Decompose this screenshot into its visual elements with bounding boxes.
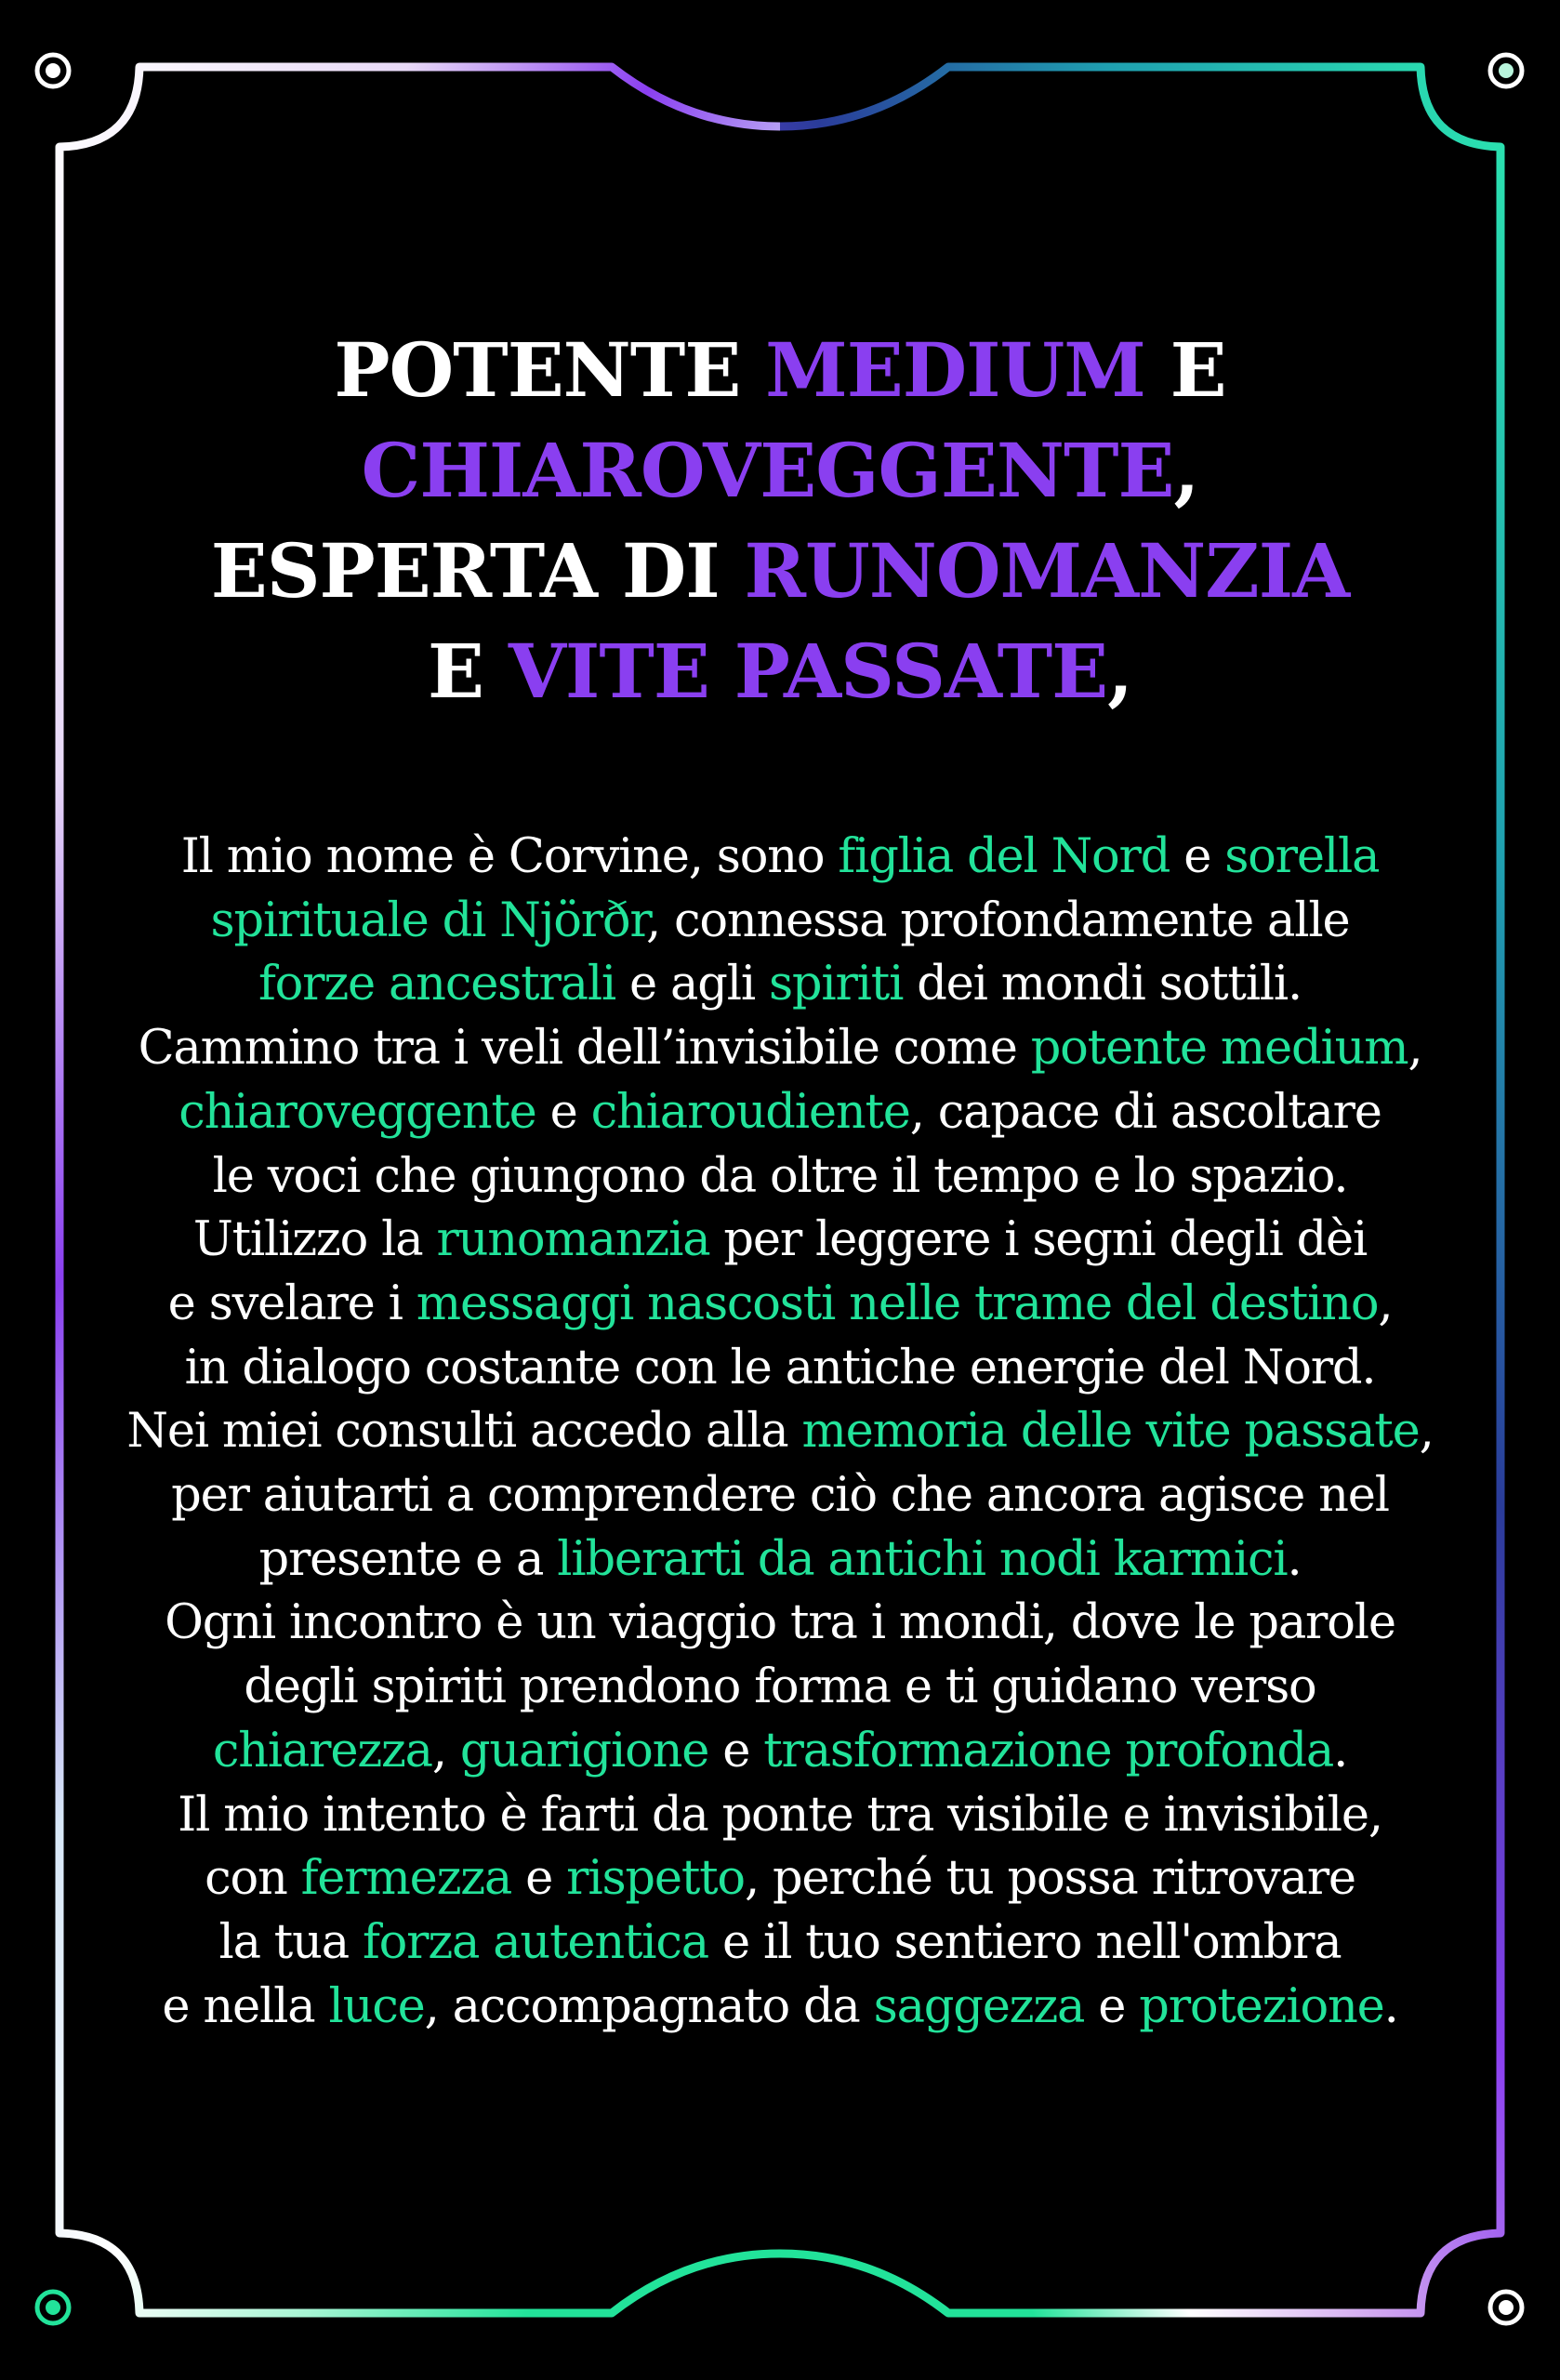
highlighted-phrase: forza autentica: [362, 1914, 708, 1970]
text-segment: e agli: [615, 957, 769, 1012]
body-line: [84, 1209, 1476, 1273]
text-segment: POTENTE: [334, 325, 766, 414]
body-line: [84, 1145, 1476, 1210]
body-line: [84, 953, 1476, 1017]
highlighted-phrase: spiriti: [768, 957, 904, 1012]
body-line: [84, 1911, 1476, 1976]
headline-line: [112, 320, 1448, 420]
highlighted-phrase: messaggi nascosti nelle trame del destino: [416, 1276, 1379, 1331]
highlighted-phrase: RUNOMANZIA: [744, 526, 1350, 615]
text-segment: e: [1084, 1978, 1140, 2034]
highlighted-phrase: chiaroveggente: [178, 1084, 536, 1140]
text-segment: presente e a: [258, 1531, 558, 1587]
highlighted-phrase: luce: [328, 1978, 425, 2034]
text-segment: , connessa profondamente alle: [646, 892, 1350, 948]
text-segment: con: [205, 1851, 301, 1907]
highlighted-phrase: protezione: [1139, 1978, 1384, 2034]
highlighted-phrase: potente medium: [1030, 1021, 1408, 1077]
text-segment: ,: [1173, 426, 1199, 514]
body-line: [84, 1847, 1476, 1911]
highlighted-phrase: chiarezza: [212, 1723, 432, 1778]
text-segment: e: [535, 1084, 591, 1140]
text-segment: in dialogo costante con le antiche energie del Nord.: [184, 1340, 1376, 1395]
headline: [112, 320, 1448, 721]
body-line: [84, 1337, 1476, 1401]
highlighted-phrase: runomanzia: [436, 1212, 710, 1268]
body-line: [84, 826, 1476, 890]
body-line: [84, 1464, 1476, 1528]
corner-ornament-top-right-icon: [1490, 55, 1522, 86]
body-line: [84, 1784, 1476, 1848]
highlighted-phrase: CHIAROVEGGENTE: [361, 426, 1174, 514]
text-segment: ,: [1408, 1021, 1422, 1077]
headline-line: [112, 420, 1448, 521]
text-segment: Cammino tra i veli dell’invisibile come: [138, 1021, 1031, 1077]
highlighted-phrase: VITE PASSATE: [508, 627, 1108, 715]
text-segment: ,: [1107, 627, 1132, 715]
text-segment: E: [1144, 325, 1226, 414]
body-line: [84, 1720, 1476, 1784]
corner-ornament-bottom-right-icon: [1490, 2292, 1522, 2323]
body-line: [84, 1656, 1476, 1720]
text-segment: la tua: [218, 1914, 363, 1970]
highlighted-phrase: trasformazione profonda: [763, 1723, 1334, 1778]
text-segment: ,: [431, 1723, 460, 1778]
text-segment: .: [1287, 1531, 1302, 1587]
body-line: [84, 1081, 1476, 1145]
text-segment: degli spiriti prendono forma e ti guidano verso: [244, 1659, 1316, 1715]
highlighted-phrase: MEDIUM: [765, 325, 1145, 414]
text-segment: e: [708, 1723, 764, 1778]
highlighted-phrase: fermezza: [300, 1851, 512, 1907]
corner-ornament-top-left-icon: [37, 55, 69, 86]
text-segment: e svelare i: [167, 1276, 416, 1331]
body-line: [84, 1976, 1476, 2040]
text-segment: e: [511, 1851, 567, 1907]
text-segment: Nei miei consulti accedo alla: [126, 1404, 802, 1460]
text-segment: e: [1170, 829, 1225, 884]
text-segment: , accompagnato da: [424, 1978, 874, 2034]
text-segment: ,: [1419, 1404, 1434, 1460]
highlighted-phrase: saggezza: [873, 1978, 1085, 2034]
highlighted-phrase: chiaroudiente: [590, 1084, 910, 1140]
text-segment: ESPERTA DI: [210, 526, 745, 615]
highlighted-phrase: rispetto: [566, 1851, 745, 1907]
headline-line: [112, 621, 1448, 721]
highlighted-phrase: sorella: [1224, 829, 1380, 884]
body-line: [84, 1592, 1476, 1656]
text-segment: e il tuo sentiero nell'ombra: [707, 1914, 1342, 1970]
text-segment: per aiutarti a comprendere ciò che ancora agisce nel: [171, 1468, 1389, 1524]
text-segment: ,: [1378, 1276, 1393, 1331]
text-segment: dei mondi sottili.: [903, 957, 1302, 1012]
body-line: [84, 1017, 1476, 1081]
headline-line: [112, 521, 1448, 621]
highlighted-phrase: forze ancestrali: [258, 957, 616, 1012]
body-line: [84, 1400, 1476, 1464]
body-line: [84, 1528, 1476, 1593]
highlighted-phrase: guarigione: [459, 1723, 709, 1778]
body-line: [84, 890, 1476, 954]
text-segment: e nella: [162, 1978, 329, 2034]
text-segment: per leggere i segni degli dèi: [709, 1212, 1368, 1268]
biography-text: [84, 826, 1476, 2039]
text-segment: , capace di ascoltare: [909, 1084, 1382, 1140]
text-segment: , perché tu possa ritrovare: [744, 1851, 1355, 1907]
body-line: [84, 1273, 1476, 1337]
text-segment: Il mio intento è farti da ponte tra visibile e invisibile,: [178, 1787, 1382, 1843]
text-segment: E: [428, 627, 509, 715]
text-segment: Il mio nome è Corvine, sono: [180, 829, 839, 884]
text-segment: Ogni incontro è un viaggio tra i mondi, dove le parole: [165, 1595, 1395, 1651]
highlighted-phrase: figlia del Nord: [838, 829, 1170, 884]
highlighted-phrase: memoria delle vite passate: [801, 1404, 1420, 1460]
corner-ornament-bottom-left-icon: [37, 2292, 69, 2323]
text-segment: Utilizzo la: [192, 1212, 437, 1268]
highlighted-phrase: liberarti da antichi nodi karmici: [557, 1531, 1288, 1587]
text-segment: .: [1383, 1978, 1398, 2034]
text-segment: le voci che giungono da oltre il tempo e lo spazio.: [212, 1148, 1348, 1204]
text-segment: .: [1333, 1723, 1348, 1778]
highlighted-phrase: spirituale di Njörðr: [210, 892, 646, 948]
